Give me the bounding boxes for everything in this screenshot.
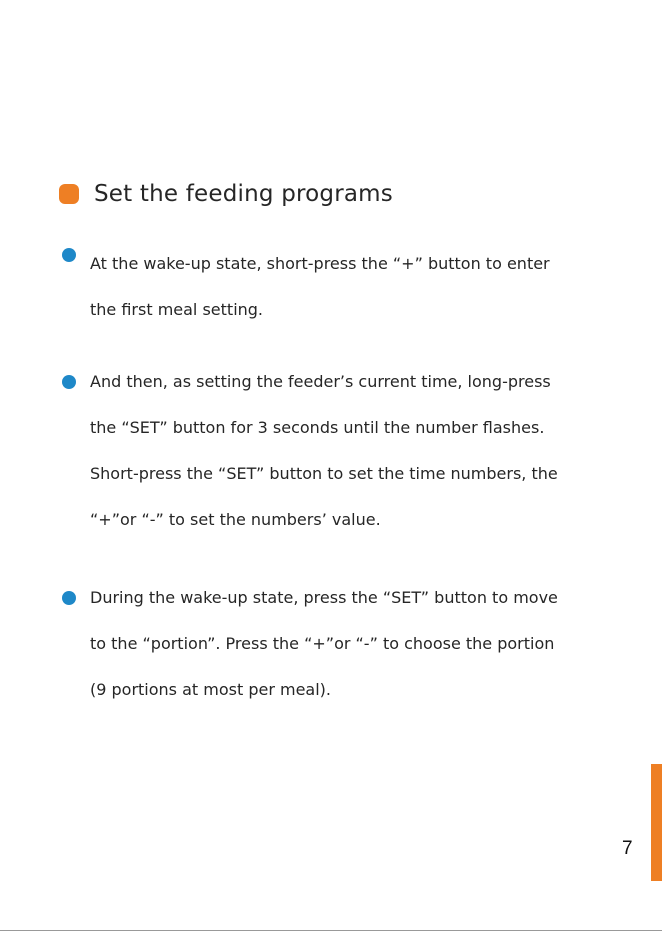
section-title: Set the feeding programs [94,181,393,207]
text-line: the first meal setting. [90,300,264,319]
bottom-divider [0,930,662,931]
bullet-dot-icon [62,591,76,605]
list-item-text [90,359,558,543]
text-line: to the “portion”. Press the “+”or “-” to choose the portion [90,634,555,653]
bullet-dot-icon [62,248,76,262]
text-line: “+”or “-” to set the numbers’ value. [90,510,381,529]
section-heading [59,178,393,210]
page-number: 7 [622,838,633,859]
text-line: During the wake-up state, press the “SET” button to move [90,588,558,607]
page-edge-tab [651,764,662,881]
list-item-text [90,575,558,713]
bullet-dot-icon [62,375,76,389]
text-line: the “SET” button for 3 seconds until the number flashes. [90,418,545,437]
list-item-text [90,241,550,333]
text-line: At the wake-up state, short-press the “+” button to enter [90,254,550,273]
text-line: Short-press the “SET” button to set the time numbers, the [90,464,558,483]
text-line: (9 portions at most per meal). [90,680,332,699]
text-line: And then, as setting the feeder’s current time, long-press [90,372,551,391]
heading-marker-icon [59,184,79,204]
